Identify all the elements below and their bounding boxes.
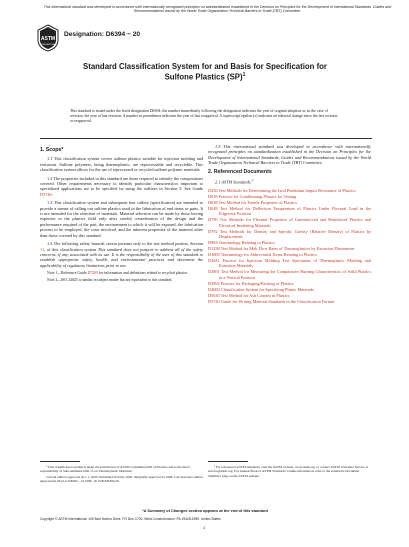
reference-code-link[interactable]: D1238	[208, 246, 220, 252]
reference-item	[208, 229, 371, 240]
para-1-5: 1.5 This international standard was developed in accordance with internationally recognized principles on standardization established in the Decision on Principles for the Development of International Standards, Guides and Recommendations issued by the World Trade Organization Technical Barriers to Trade (TBT) Committee.	[208, 144, 371, 166]
reference-title-link[interactable]: Terminology for Abbreviated Terms Relating to Plastics	[220, 252, 317, 258]
reference-title-link[interactable]: Test Method for Melt Flow Rates of Thermoplastics by Extrusion Plastometer	[220, 246, 355, 252]
summary-of-changes-note: *A Summary of Changes section appears at the end of this standard	[142, 508, 268, 513]
reference-code-link[interactable]: D638	[208, 199, 218, 205]
reference-title-link[interactable]: Test Methods for Flexural Properties of Unreinforced and Reinforced Plastics and Electrical Insulating Materials	[219, 217, 371, 228]
reference-item	[208, 258, 371, 269]
reference-title-link[interactable]: Classification System for Specifying Plastic Materials	[220, 286, 314, 292]
reference-code-link[interactable]: D5630	[208, 292, 220, 298]
reference-title-link[interactable]: Guide for Writing Material Standards in the Classification Format	[220, 298, 335, 304]
link-d5740[interactable]: D5740	[40, 191, 52, 197]
footnote-divider-right	[208, 461, 248, 462]
para-1-2: 1.2 The properties included in this standard are those required to identify the compositions covered. Other requirements necessary to identify particular characteristics important to specialized applications are to be specified by using the suffixes in Section 5. See Guide D5740.	[40, 175, 203, 197]
page-number: 1	[203, 525, 206, 530]
svg-text:INTERNATIONAL: INTERNATIONAL	[40, 44, 56, 46]
link-d7209[interactable]: D7209	[87, 271, 98, 276]
reference-title-link[interactable]: Test Method for Deflection Temperature of Plastics Under Flexural Load in the Edgewise Position	[219, 205, 371, 217]
para-1-1: 1.1 This classification system covers sulfone plastics suitable for injection molding and extrusion. Sulfone polymers, being thermoplastic, are reprocessable and recyclable. This classification system allows for the use of reprocessed or recycled sulfone polymer materials.	[40, 156, 203, 173]
reference-item	[208, 299, 371, 304]
referenced-standards-list	[208, 188, 371, 304]
header-divider	[40, 138, 372, 139]
designation: Designation: D6394 − 20	[64, 31, 141, 38]
reference-code-link[interactable]: D792	[208, 228, 218, 234]
reference-code-link[interactable]: D3801	[208, 269, 220, 275]
reference-item	[208, 287, 371, 292]
reference-item	[208, 293, 371, 298]
reference-code-link[interactable]: D1600	[208, 252, 220, 258]
reference-title-link[interactable]: Test Method for Measuring the Comparative Burning Characteristics of Solid Plastics in a Vertical Position	[219, 269, 372, 280]
reference-item	[208, 246, 371, 251]
reference-item	[208, 281, 371, 286]
note-1: Note 1—Reference Guide D7209 for information and definitions related to recycled plastics.	[47, 271, 189, 276]
reference-code-link[interactable]: D790	[208, 217, 218, 223]
reference-item	[208, 252, 371, 257]
reference-title-link[interactable]: Terminology Relating to Plastics	[218, 240, 275, 246]
reference-item	[208, 217, 371, 228]
reference-code-link[interactable]: D256	[208, 187, 218, 193]
referenced-documents-heading: 2. Referenced Documents	[208, 168, 272, 175]
issuance-statement: This standard is issued under the fixed designation D6394; the number immediately following the designation indicates the year of original adoption or, in the case of revision, the year of last revision. A number in parentheses indicates the year of last reapproval. A superscript epsilon (ε) indicates an editorial change since the last revision or reapproval.	[70, 109, 338, 123]
document-title	[40, 62, 370, 82]
reference-item	[208, 240, 371, 245]
reference-title-link[interactable]: Test Methods for Determining the Izod Pendulum Impact Resistance of Plastics	[218, 187, 356, 193]
reference-item	[208, 200, 371, 205]
footnote-1: ¹ This classification system is under the jurisdiction of ASTM Committee D20 on Plastics and is the direct responsibility of Subcommittee D20.15 on Thermoplastic Materials. Current edition approved Oct. 1, 2020. Published October 2020. Originally approved in 1999. Last previous edition approved in 2014 as D6394 - 14. DOI: 10.1520/D6394-20.	[40, 465, 203, 484]
reference-code-link[interactable]: D3892	[208, 280, 220, 286]
reference-code-link[interactable]: D4000	[208, 286, 220, 292]
reference-code-link[interactable]: D5740	[208, 298, 220, 304]
title-line-1: Standard Classification System for and Basis for Specification for	[83, 62, 327, 71]
reference-item	[208, 269, 371, 280]
reference-code-link[interactable]: D648	[208, 205, 218, 211]
reference-title-link[interactable]: Test Method for Tensile Properties of Plastics	[218, 199, 297, 205]
reference-code-link[interactable]: D3641	[208, 258, 220, 264]
title-line-2: Sulfone Plastics (SP)$^1$	[164, 72, 246, 82]
note-2: Note 2—ISO 24025 is similar in subject matter but not equivalent to this standard.	[47, 277, 173, 282]
astm-standards-label: 2.1 ASTM Standards:$^2$	[215, 178, 254, 185]
scope-heading: 1. Scope*	[40, 147, 64, 153]
footnote-2: ² For referenced ASTM standards, visit the ASTM website, www.astm.org, or contact ASTM Customer Service at service@astm.org. For Annual Book of ASTM Standards volume information, refer to the standard's Document Summary page on the ASTM website.	[208, 465, 369, 478]
left-column	[40, 144, 203, 284]
svg-text:ASTM: ASTM	[40, 36, 56, 42]
reference-title-link[interactable]: Test Methods for Density and Specific Gravity (Relative Density) of Plastics by Displacement	[219, 228, 371, 240]
reference-title-link[interactable]: Practice for Conditioning Plastics for Testing	[218, 193, 297, 199]
reference-code-link[interactable]: D883	[208, 240, 218, 246]
reference-item	[208, 194, 371, 199]
para-1-3: 1.3 This classification system and subsequent line callout (specification) are intended to provide a means of calling out sulfone plastics used in the fabrication of end items or parts. It is not intended for the selection of materials. Material selection can be made by those having expertise in the plastics field only after careful consideration of the design and the performance required of the part, the environment to which it will be exposed, the fabrication process to be employed, the costs involved, and the inherent properties of the material other than those covered by this standard.	[40, 200, 203, 238]
reference-title-link[interactable]: Practice for Injection Molding Test Specimens of Thermoplastic Molding and Extrusion Materials	[219, 258, 371, 269]
footnote-divider-left	[40, 461, 80, 462]
reference-title-link[interactable]: Test Method for Ash Content in Plastics	[220, 292, 290, 298]
right-column	[208, 144, 371, 305]
reference-item	[208, 188, 371, 193]
link-section-11[interactable]: 11	[40, 246, 45, 252]
para-1-4: 1.4 The following safety hazards caveat pertains only to the test method portion, Section 11, of this classification system This standard does not purport to address all of the safety concerns, if any, associated with its use. It is the responsibility of the user of this standard to establish appropriate safety, health, and environmental practices and determine the applicability of regulatory limitations prior to use.	[40, 241, 204, 268]
reference-code-link[interactable]: D618	[208, 193, 218, 199]
reference-title-link[interactable]: Practice for Packaging/Packing of Plastics	[220, 280, 294, 286]
copyright-line: Copyright © ASTM International, 100 Barr Harbor Drive, PO Box C700, West Conshohocken, PA 19428-2959. United States	[40, 517, 221, 521]
wto-notice: This international standard was developed in accordance with internationally recognized principles on standardization established in the Decision on Principles for the Development of International Standards, Guides and Recommendations issued by the World Trade Organization Technical Barriers to Trade (TBT) Committee.	[43, 5, 392, 14]
astm-logo-icon	[37, 24, 59, 52]
reference-item	[208, 206, 371, 217]
